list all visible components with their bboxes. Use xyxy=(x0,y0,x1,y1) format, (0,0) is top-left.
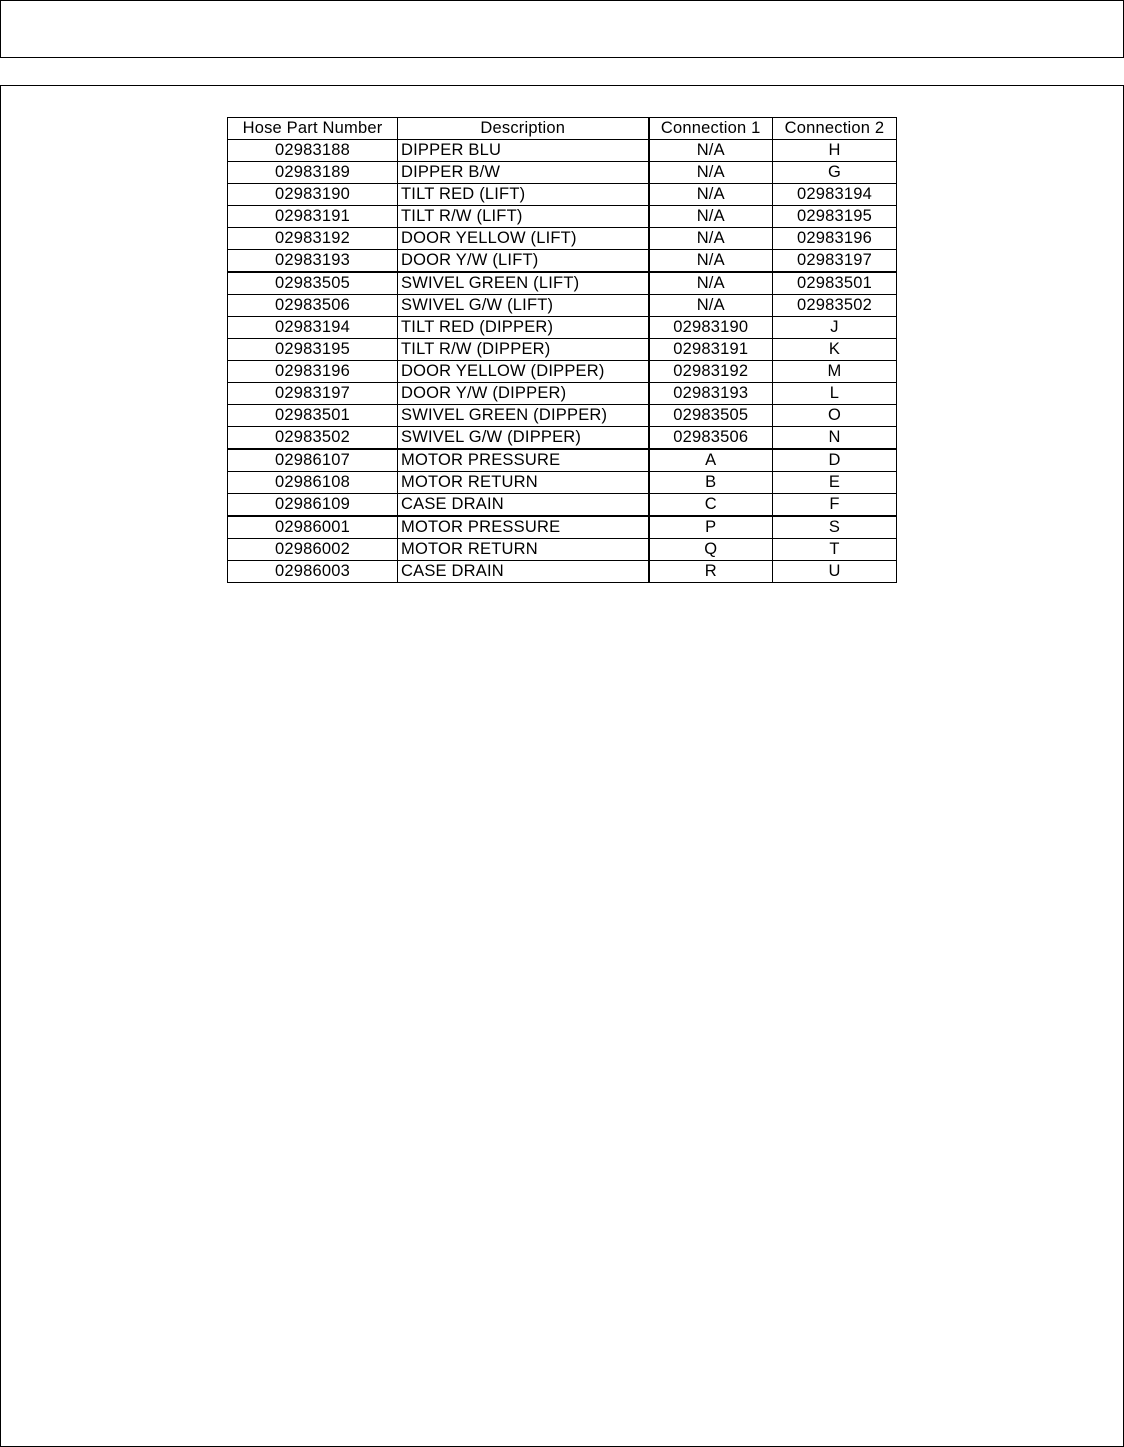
cell-connection-1: P xyxy=(649,516,773,539)
table-row xyxy=(228,427,897,450)
header-description: Description xyxy=(398,118,649,140)
header-connection-1: Connection 1 xyxy=(649,118,773,140)
cell-connection-2: U xyxy=(773,561,897,583)
cell-description: MOTOR PRESSURE xyxy=(398,516,649,539)
cell-description: DOOR Y/W (DIPPER) xyxy=(398,383,649,405)
cell-hose-part-number: 02986109 xyxy=(228,494,398,517)
cell-connection-1: N/A xyxy=(649,184,773,206)
cell-connection-2: O xyxy=(773,405,897,427)
cell-description: TILT R/W (LIFT) xyxy=(398,206,649,228)
cell-connection-2: S xyxy=(773,516,897,539)
cell-description: SWIVEL G/W (LIFT) xyxy=(398,295,649,317)
cell-description: TILT RED (LIFT) xyxy=(398,184,649,206)
cell-description: DOOR Y/W (LIFT) xyxy=(398,250,649,273)
page-header-box xyxy=(0,0,1124,58)
cell-connection-2: T xyxy=(773,539,897,561)
cell-connection-1: N/A xyxy=(649,206,773,228)
cell-hose-part-number: 02986002 xyxy=(228,539,398,561)
cell-hose-part-number: 02983190 xyxy=(228,184,398,206)
cell-hose-part-number: 02983501 xyxy=(228,405,398,427)
cell-hose-part-number: 02983502 xyxy=(228,427,398,450)
table-row xyxy=(228,272,897,295)
cell-connection-1: R xyxy=(649,561,773,583)
table-row xyxy=(228,250,897,273)
cell-description: TILT RED (DIPPER) xyxy=(398,317,649,339)
cell-connection-2: D xyxy=(773,449,897,472)
table-row xyxy=(228,539,897,561)
cell-connection-2: G xyxy=(773,162,897,184)
cell-hose-part-number: 02983197 xyxy=(228,383,398,405)
cell-hose-part-number: 02986001 xyxy=(228,516,398,539)
cell-connection-2: 02983197 xyxy=(773,250,897,273)
cell-hose-part-number: 02983192 xyxy=(228,228,398,250)
cell-connection-1: N/A xyxy=(649,272,773,295)
cell-description: DIPPER B/W xyxy=(398,162,649,184)
cell-description: SWIVEL GREEN (LIFT) xyxy=(398,272,649,295)
cell-description: SWIVEL GREEN (DIPPER) xyxy=(398,405,649,427)
cell-connection-1: A xyxy=(649,449,773,472)
cell-hose-part-number: 02983506 xyxy=(228,295,398,317)
cell-hose-part-number: 02983189 xyxy=(228,162,398,184)
table-row xyxy=(228,339,897,361)
cell-connection-1: B xyxy=(649,472,773,494)
table-body xyxy=(228,140,897,583)
cell-connection-2: 02983194 xyxy=(773,184,897,206)
cell-connection-1: N/A xyxy=(649,295,773,317)
table-row xyxy=(228,228,897,250)
cell-connection-1: 02983193 xyxy=(649,383,773,405)
table-row xyxy=(228,449,897,472)
cell-connection-1: 02983506 xyxy=(649,427,773,450)
table-row xyxy=(228,561,897,583)
cell-connection-2: 02983195 xyxy=(773,206,897,228)
cell-connection-2: 02983502 xyxy=(773,295,897,317)
cell-hose-part-number: 02986108 xyxy=(228,472,398,494)
table-row xyxy=(228,162,897,184)
table-row xyxy=(228,295,897,317)
cell-connection-1: 02983192 xyxy=(649,361,773,383)
cell-connection-1: 02983505 xyxy=(649,405,773,427)
cell-hose-part-number: 02983191 xyxy=(228,206,398,228)
cell-connection-1: 02983190 xyxy=(649,317,773,339)
cell-description: DOOR YELLOW (LIFT) xyxy=(398,228,649,250)
cell-connection-2: M xyxy=(773,361,897,383)
table-row xyxy=(228,516,897,539)
cell-description: MOTOR RETURN xyxy=(398,539,649,561)
cell-hose-part-number: 02983193 xyxy=(228,250,398,273)
cell-connection-1: N/A xyxy=(649,250,773,273)
cell-connection-2: L xyxy=(773,383,897,405)
table-header-row xyxy=(228,118,897,140)
cell-description: CASE DRAIN xyxy=(398,561,649,583)
table-row xyxy=(228,206,897,228)
cell-connection-1: N/A xyxy=(649,140,773,162)
cell-hose-part-number: 02986107 xyxy=(228,449,398,472)
cell-connection-1: N/A xyxy=(649,162,773,184)
cell-description: CASE DRAIN xyxy=(398,494,649,517)
cell-hose-part-number: 02983505 xyxy=(228,272,398,295)
cell-hose-part-number: 02983188 xyxy=(228,140,398,162)
table-row xyxy=(228,361,897,383)
table-row xyxy=(228,184,897,206)
cell-connection-2: 02983196 xyxy=(773,228,897,250)
hose-connection-table xyxy=(227,117,897,583)
cell-connection-1: Q xyxy=(649,539,773,561)
cell-description: MOTOR RETURN xyxy=(398,472,649,494)
cell-description: SWIVEL G/W (DIPPER) xyxy=(398,427,649,450)
cell-connection-1: C xyxy=(649,494,773,517)
header-hose-part-number: Hose Part Number xyxy=(228,118,398,140)
cell-connection-2: N xyxy=(773,427,897,450)
cell-description: DOOR YELLOW (DIPPER) xyxy=(398,361,649,383)
cell-description: MOTOR PRESSURE xyxy=(398,449,649,472)
cell-connection-2: E xyxy=(773,472,897,494)
cell-connection-2: K xyxy=(773,339,897,361)
cell-connection-2: H xyxy=(773,140,897,162)
page-content-box xyxy=(0,85,1124,1447)
cell-hose-part-number: 02983196 xyxy=(228,361,398,383)
table-row xyxy=(228,494,897,517)
cell-connection-1: N/A xyxy=(649,228,773,250)
table-row xyxy=(228,140,897,162)
table-row xyxy=(228,317,897,339)
table-row xyxy=(228,472,897,494)
table-row xyxy=(228,383,897,405)
cell-connection-1: 02983191 xyxy=(649,339,773,361)
cell-connection-2: 02983501 xyxy=(773,272,897,295)
cell-hose-part-number: 02983195 xyxy=(228,339,398,361)
cell-description: TILT R/W (DIPPER) xyxy=(398,339,649,361)
cell-description: DIPPER BLU xyxy=(398,140,649,162)
cell-connection-2: F xyxy=(773,494,897,517)
cell-hose-part-number: 02983194 xyxy=(228,317,398,339)
header-connection-2: Connection 2 xyxy=(773,118,897,140)
cell-connection-2: J xyxy=(773,317,897,339)
cell-hose-part-number: 02986003 xyxy=(228,561,398,583)
table-row xyxy=(228,405,897,427)
